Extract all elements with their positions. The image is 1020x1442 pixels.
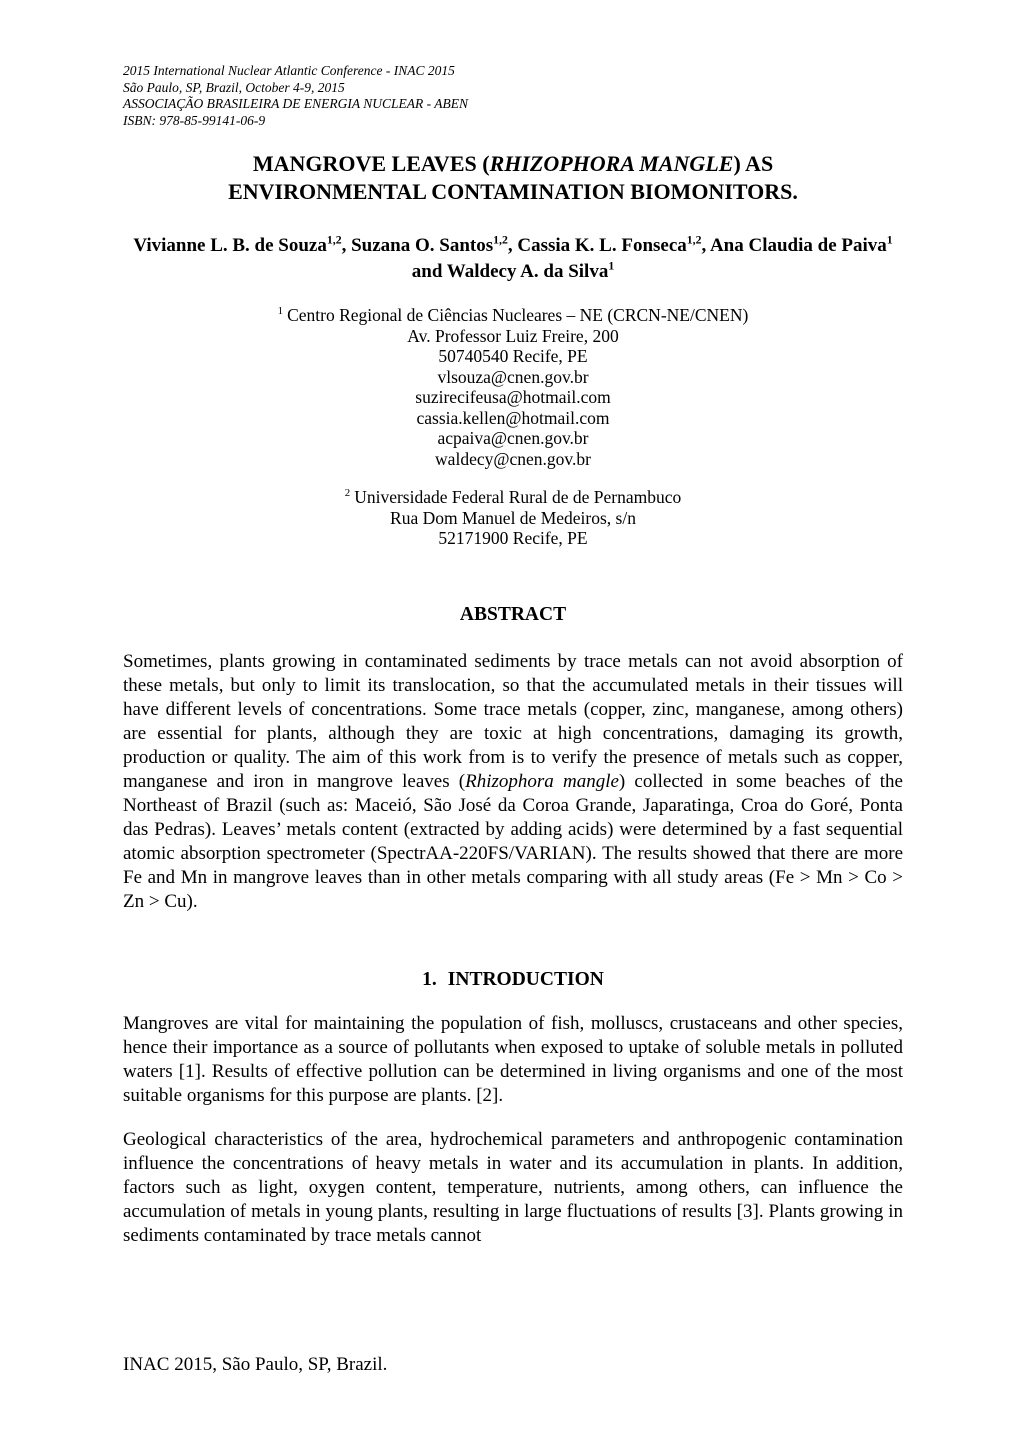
- affiliation-1-city: 50740540 Recife, PE: [438, 346, 588, 366]
- author-name: , Suzana O. Santos: [341, 235, 494, 256]
- affiliation-2-institution: Universidade Federal Rural de de Pernambuco: [354, 487, 682, 507]
- affiliation-2-address: Rua Dom Manuel de Medeiros, s/n: [390, 507, 636, 528]
- affiliation-1-marker: 1: [277, 305, 284, 318]
- conference-header: [123, 63, 903, 129]
- paper-title-line2: ENVIRONMENTAL CONTAMINATION BIOMONITORS.: [228, 179, 798, 204]
- introduction-paragraph-1: Mangroves are vital for maintaining the population of fish, molluscs, crustaceans and other species, hence their importance as a source of pollutants when exposed to uptake of soluble metals in polluted waters [1]. Results of effective pollution can be determined in living organisms and one of the most suitable organisms for this purpose are plants. [2].: [123, 1012, 903, 1106]
- title-text-pre: MANGROVE LEAVES (: [252, 151, 490, 176]
- conference-isbn: ISBN: 978-85-99141-06-9: [123, 112, 266, 128]
- author-email: vlsouza@cnen.gov.br: [437, 366, 589, 387]
- abstract-text: Sometimes, plants growing in contaminated sediments by trace metals can not avoid absorption of these metals, but only to limit its translocation, so that the accumulated metals in their tissues will have different levels of concentrations. Some trace metals (copper, zinc, manganese, among others) are essential for plants, although they are toxic at high concentrations, damaging its growth, production or quality. The aim of this work from is to verify the presence of metals such as copper, manganese and iron in mangrove leaves (: [123, 650, 903, 792]
- abstract-paragraph: [123, 650, 903, 914]
- abstract-species-name: Rhizophora mangle: [465, 770, 619, 792]
- authors-line: [123, 233, 903, 285]
- conference-location-date: São Paulo, SP, Brazil, October 4-9, 2015: [123, 79, 345, 95]
- author-name: , Ana Claudia de Paiva: [701, 235, 887, 256]
- page-footer: INAC 2015, São Paulo, SP, Brazil.: [123, 1354, 388, 1375]
- author-email: cassia.kellen@hotmail.com: [416, 407, 610, 428]
- section-1-heading: [123, 968, 903, 992]
- affiliation-1-name: [123, 305, 903, 326]
- author-name: and Waldecy A. da Silva: [411, 261, 609, 282]
- title-species-name: RHIZOPHORA MANGLE: [489, 151, 734, 176]
- section-number: 1.: [422, 968, 437, 990]
- affiliation-2-city: 52171900 Recife, PE: [438, 528, 588, 548]
- author-affiliation-marker: 1: [608, 259, 615, 273]
- author-affiliation-marker: 1,2: [493, 233, 508, 247]
- author-affiliation-marker: 1,2: [686, 233, 702, 247]
- affiliation-1-address: Av. Professor Luiz Freire, 200: [407, 325, 619, 346]
- conference-association: ASSOCIAÇÃO BRASILEIRA DE ENERGIA NUCLEAR - ABEN: [123, 96, 468, 111]
- affiliation-2-name: [123, 487, 903, 508]
- conference-name: 2015 International Nuclear Atlantic Conference - INAC 2015: [123, 63, 455, 78]
- affiliation-2: [123, 487, 903, 549]
- affiliation-1: [123, 305, 903, 469]
- paper-title: [123, 150, 903, 206]
- title-text-post: ) AS: [733, 151, 774, 176]
- author-affiliation-marker: 1: [886, 233, 893, 247]
- abstract-heading: ABSTRACT: [459, 603, 567, 625]
- introduction-paragraph-2: Geological characteristics of the area, hydrochemical parameters and anthropogenic contamination influence the concentrations of heavy metals in water and its accumulation in plants. In addition, factors such as light, oxygen content, temperature, nutrients, among others, can influence the accumulation of metals in young plants, resulting in large fluctuations of results [3]. Plants growing in sediments contaminated by trace metals cannot: [123, 1128, 903, 1246]
- affiliation-2-marker: 2: [344, 487, 351, 500]
- author-email: suzirecifeusa@hotmail.com: [415, 387, 611, 407]
- author-name: Vivianne L. B. de Souza: [133, 235, 327, 256]
- abstract-text: ) collected in some beaches of the Northeast of Brazil (such as: Maceió, São José da Coroa Grande, Japaratinga, Croa do Goré, Ponta das Pedras). Leaves’ metals content (extracted by adding acids) were determined by a fast sequential atomic absorption spectrometer (SpectrAA-220FS/VARIAN). The results showed that there are more Fe and Mn in mangrove leaves than in other metals comparing with all study areas (Fe > Mn > Co > Zn > Cu).: [123, 770, 903, 912]
- section-title: INTRODUCTION: [447, 968, 604, 990]
- author-email: acpaiva@cnen.gov.br: [437, 428, 589, 448]
- author-name: , Cassia K. L. Fonseca: [507, 235, 687, 256]
- author-email: waldecy@cnen.gov.br: [435, 448, 591, 469]
- affiliation-1-institution: Centro Regional de Ciências Nucleares – NE (CRCN-NE/CNEN): [287, 305, 749, 325]
- author-affiliation-marker: 1,2: [326, 233, 342, 247]
- paper-title-line1: [123, 150, 903, 178]
